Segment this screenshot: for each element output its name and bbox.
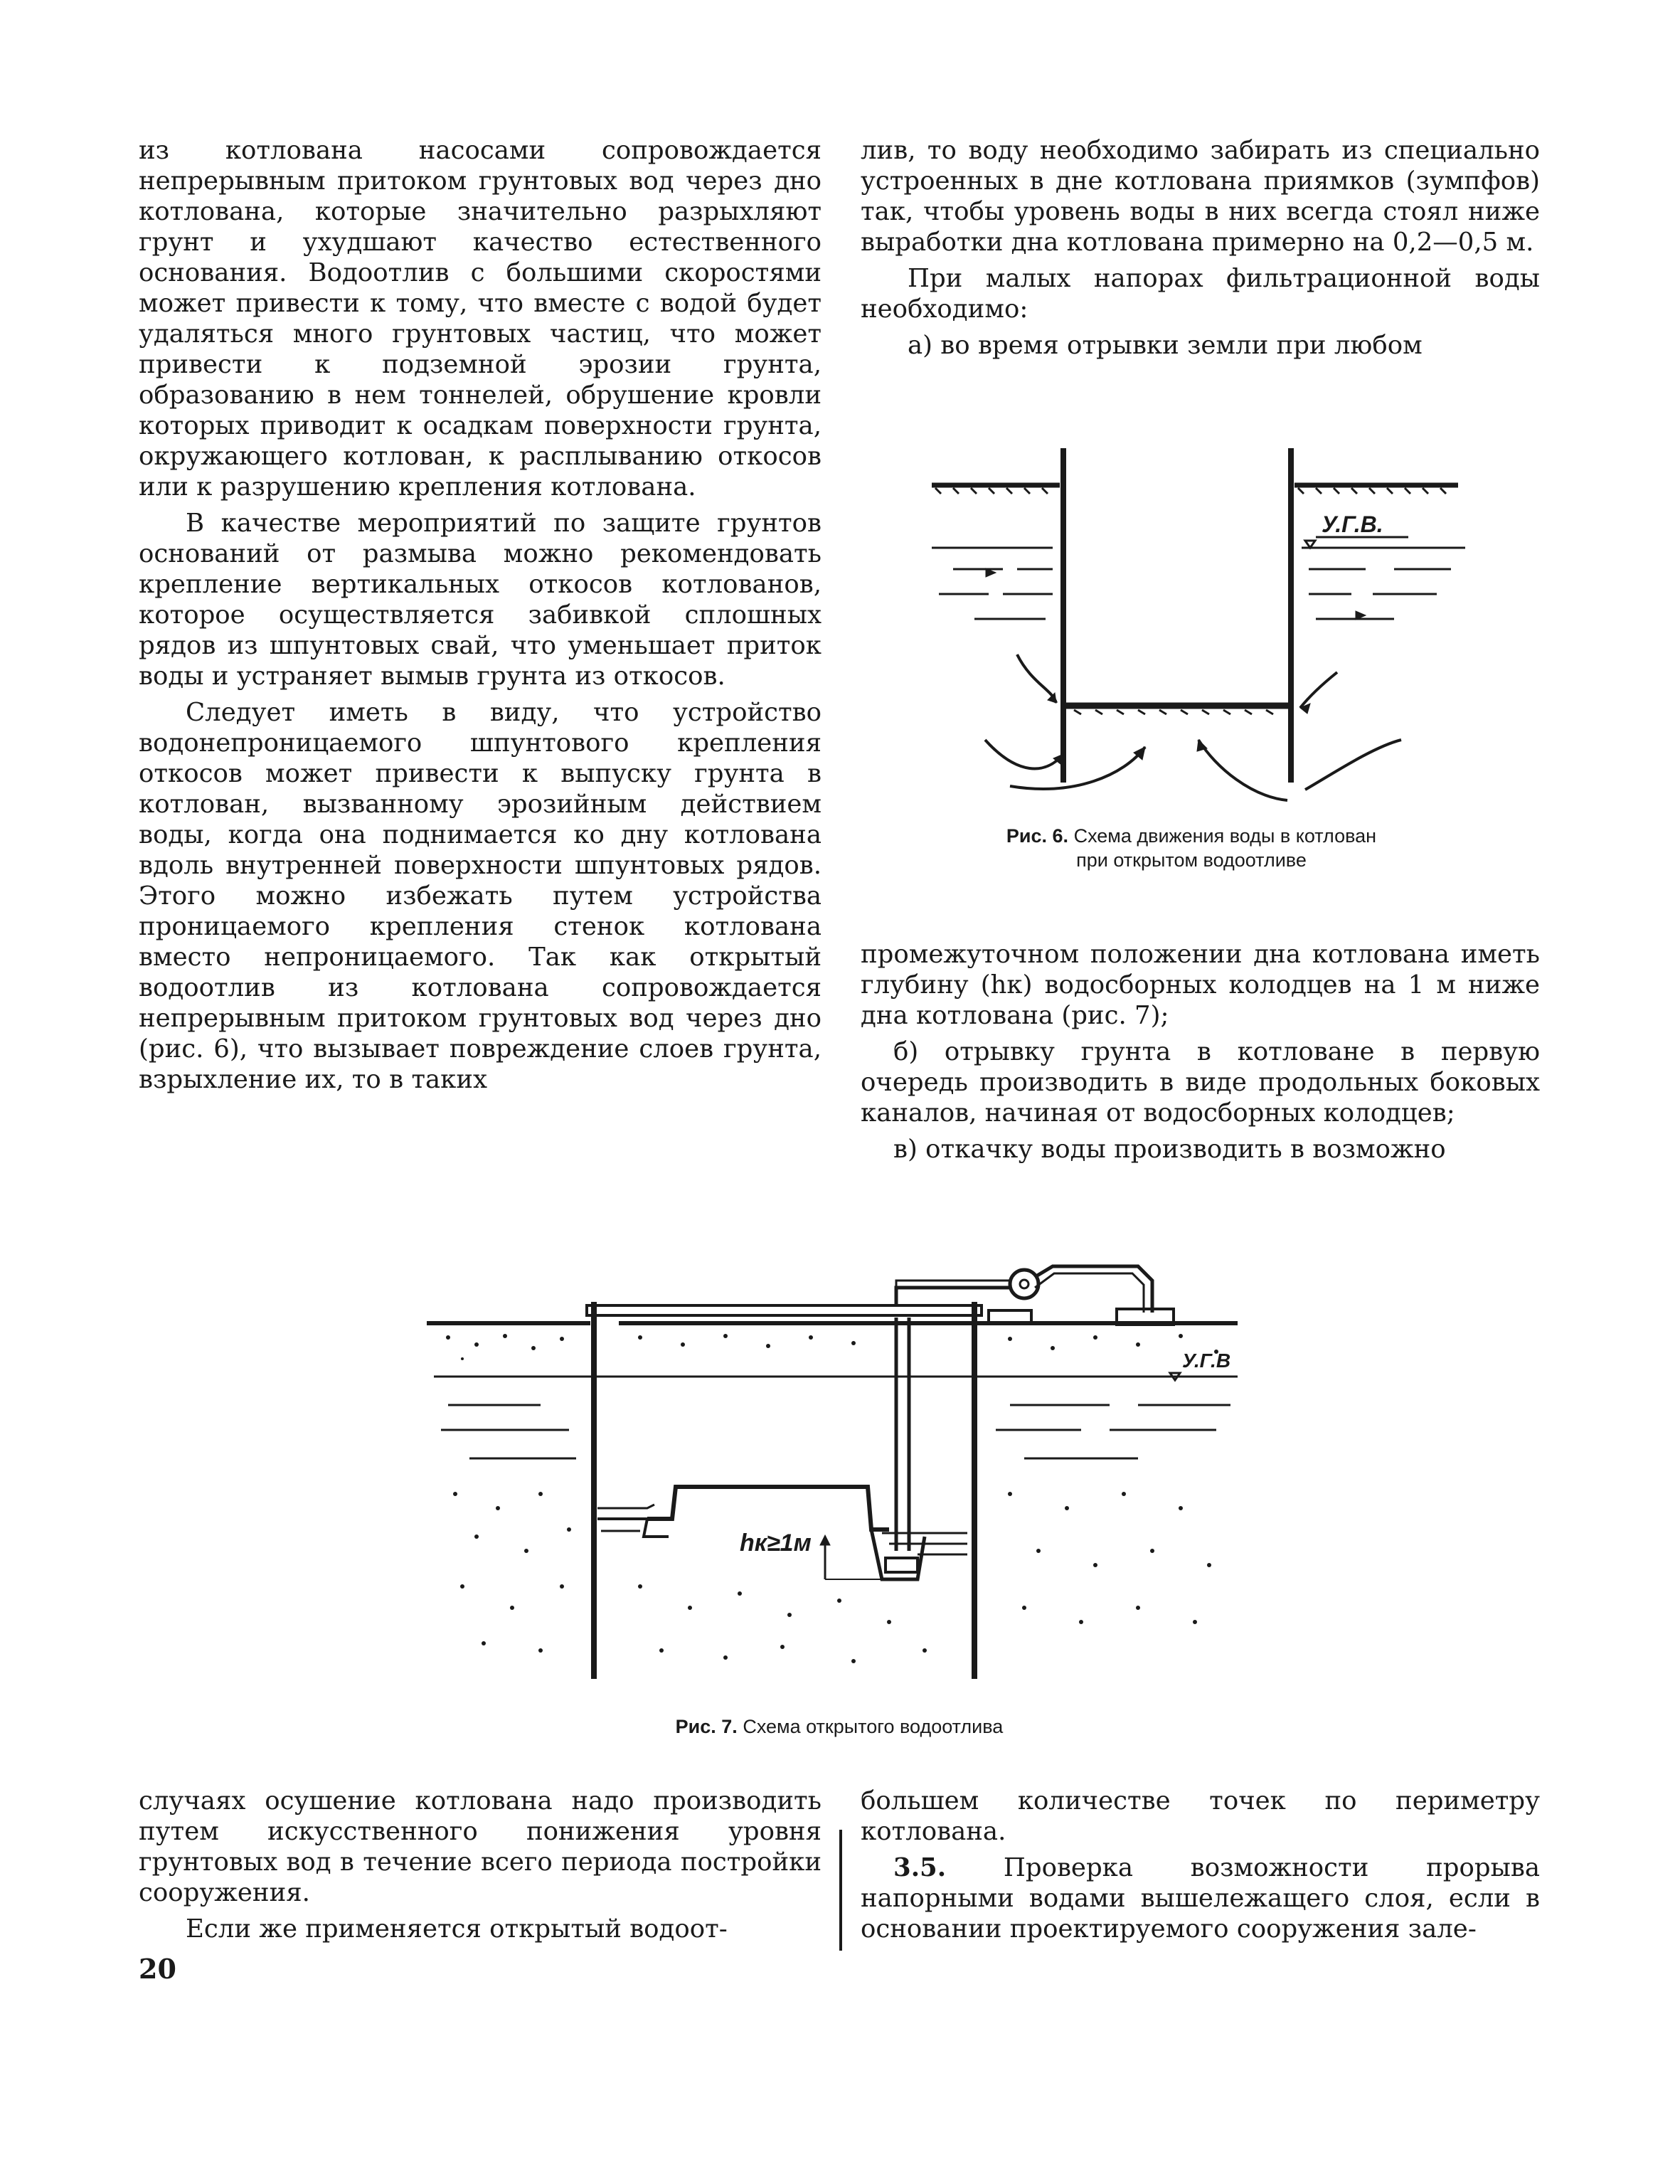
figure-6-diagram — [910, 441, 1479, 818]
paragraph: лив, то воду необходимо забирать из специально устроенных в дне котлована приямков (зумпфов) так, чтобы уровень воды в них всегда стоял ниже выработки дна котлована примерно на 0,2—0,5 м. — [861, 136, 1540, 257]
right-column-top — [861, 135, 1540, 366]
paragraph-text: Проверка возможности прорыва напорными водами вышележащего слоя, если в основании проектируемого сооружения зале- — [861, 1853, 1540, 1944]
caption-text: Схема открытого водоотлива — [743, 1716, 1004, 1737]
paragraph: а) во время отрывки земли при любом — [908, 331, 1423, 360]
paragraph: Если же применяется открытый водоот- — [186, 1914, 728, 1944]
left-column-bottom — [139, 1786, 822, 1950]
ugv-label: У.Г.В. — [1322, 511, 1383, 537]
paragraph — [861, 939, 1540, 1031]
column-rule — [839, 1830, 842, 1951]
paragraph: При малых напорах фильтрационной воды необходимо: — [861, 264, 1540, 324]
section-number: 3.5. — [893, 1853, 947, 1882]
figure-7-diagram — [427, 1252, 1252, 1693]
right-column-bottom — [861, 1786, 1540, 1950]
caption-label: Рис. 7. — [675, 1716, 738, 1737]
caption-line — [875, 824, 1508, 848]
caption-line: при открытом водоотливе — [1076, 849, 1307, 871]
paragraph: случаях осушение котлована надо производить путем искусственного понижения уровня грунтовых вод в течение всего периода постройки сооружения. — [139, 1786, 822, 1907]
left-column-top — [139, 135, 822, 1101]
paragraph: б) отрывку грунта в котловане в первую очередь производить в виде продольных боковых каналов, начиная от водосборных колодцев; — [861, 1037, 1540, 1128]
ugv-label: У.Г.В — [1182, 1350, 1231, 1372]
paragraph: В качестве мероприятий по защите грунтов оснований от размыва можно рекомендовать крепление вертикальных откосов котлованов, которое осуществляется забивкой сплошных рядов из шпунтовых свай, что уменьшает приток воды и устраняет вымыв грунта из откосов. — [139, 509, 822, 691]
caption-text: Схема движения воды в котлован — [1073, 825, 1377, 847]
paragraph: в) откачку воды производить в возможно — [893, 1135, 1446, 1164]
figure-7-caption — [427, 1714, 1252, 1739]
paragraph-text: промежуточном положении дна котлована иметь глубину (hк) водосборных колодцев на 1 м ниже дна котлована (рис. 7); — [861, 940, 1540, 1030]
paragraph: из котлована насосами сопровождается непрерывным притоком грунтовых вод через дно котлована, которые значительно разрыхляют грунт и ухудшают качество естественного основания. Водоотлив с большими скоростями может привести к тому, что вместе с водой будет удаляться много грунтовых частиц, что может привести к подземной эрозии грунта, образованию в нем тоннелей, обрушение кровли которых приводит к осадкам поверхности грунта, окружающего котлован, к расплыванию откосов или к разрушению крепления котлована. — [139, 136, 822, 502]
paragraph: Следует иметь в виду, что устройство водонепроницаемого шпунтового крепления откосов может привести к выпуску грунта в котлован, вызванному эрозийным действием воды, когда она поднимается ко дну котлована вдоль внутренней поверхности шпунтовых рядов. Этого можно избежать путем устройства проницаемого крепления стенок котлована вместо непроницаемого. Так как открытый водоотлив из котлована сопровождается непрерывным притоком грунтовых вод через дно (рис. 6), что вызывает повреждение слоев грунта, взрыхление их, то в таких — [139, 698, 822, 1094]
depth-label: hк≥1м — [740, 1530, 812, 1557]
right-column-middle — [861, 939, 1540, 1170]
soil-texture — [446, 1334, 1218, 1663]
figure-6-caption — [875, 824, 1508, 872]
page-number: 20 — [139, 1953, 176, 1985]
paragraph: большем количестве точек по периметру котлована. — [861, 1786, 1540, 1846]
paragraph — [861, 1852, 1540, 1944]
caption-label: Рис. 6. — [1006, 825, 1069, 847]
